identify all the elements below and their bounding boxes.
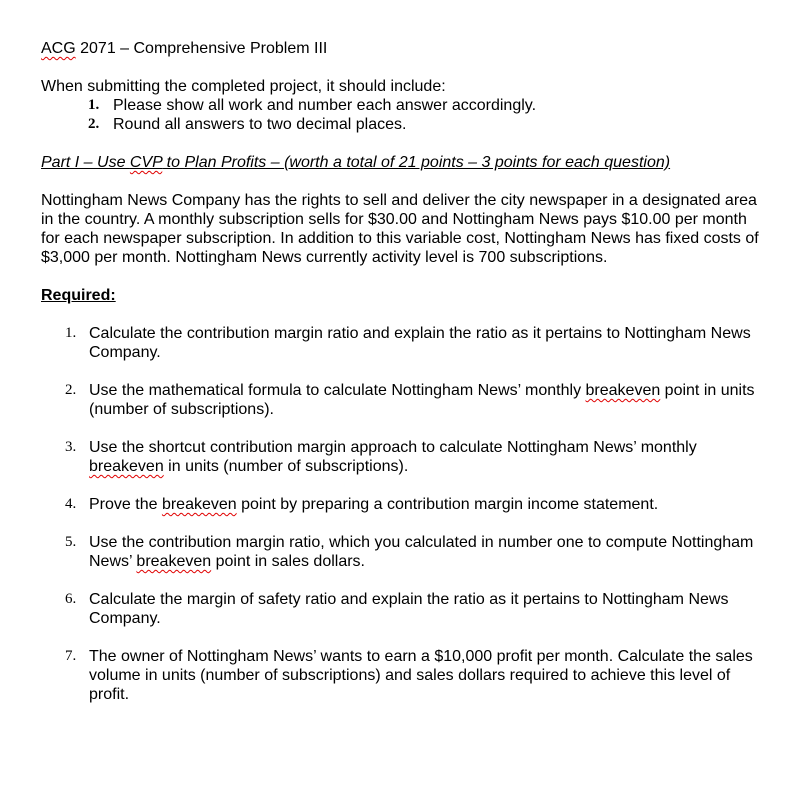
question-item <box>41 647 761 704</box>
question-list <box>41 324 771 704</box>
intro-item-number: 2. <box>88 116 100 132</box>
question-misspelled-word: breakeven <box>585 382 661 399</box>
paragraph-line: in the country. A monthly subscription sells for $30.00 and Nottingham News pays $10.00 per month <box>41 211 747 228</box>
question-text: point in sales dollars. <box>211 553 365 570</box>
paragraph-line: for each newspaper subscription. In addition to this variable cost, Nottingham News has fixed costs of <box>41 230 759 247</box>
document-page <box>41 39 771 723</box>
question-text: Use the mathematical formula to calculate Nottingham News’ monthly <box>89 382 586 399</box>
question-number: 5. <box>65 534 77 550</box>
question-misspelled-word: breakeven <box>136 553 212 570</box>
intro-lead: When submitting the completed project, it should include: <box>41 78 446 95</box>
title-prefix: ACG <box>41 40 76 57</box>
question-text: Use the contribution margin ratio, which you calculated in number one to compute Nottingham News’ <box>89 534 754 570</box>
question-text: Use the shortcut contribution margin approach to calculate Nottingham News’ monthly <box>89 439 697 456</box>
paragraph-line: $3,000 per month. Nottingham News currently activity level is 700 subscriptions. <box>41 249 608 266</box>
question-item <box>41 590 761 628</box>
intro-item-text: Please show all work and number each answer accordingly. <box>113 97 537 114</box>
question-number: 3. <box>65 439 77 455</box>
part-heading <box>41 153 771 172</box>
question-text: point by preparing a contribution margin income statement. <box>236 496 659 513</box>
question-text: The owner of Nottingham News’ wants to earn a $10,000 profit per month. Calculate the sales volume in units (number of subscriptions) and sales dollars required to achieve this level of profit. <box>89 648 753 703</box>
question-text: Prove the <box>89 496 162 513</box>
part-heading-a: Part I – Use <box>41 154 130 171</box>
question-misspelled-word: breakeven <box>161 496 237 513</box>
question-text: in units (number of subscriptions). <box>163 458 409 475</box>
paragraph-line: Nottingham News Company has the rights to sell and deliver the city newspaper in a designated area <box>41 192 757 209</box>
question-text: Calculate the contribution margin ratio and explain the ratio as it pertains to Nottingham News Company. <box>89 325 751 361</box>
question-item <box>41 495 761 514</box>
question-item <box>41 438 761 476</box>
required-heading: Required: <box>41 287 116 304</box>
title-rest: 2071 – Comprehensive Problem III <box>75 40 328 57</box>
intro-item <box>41 115 771 134</box>
part-heading-b: to Plan Profits – (worth a total of 21 points – 3 points for each question) <box>162 154 671 171</box>
question-text: Calculate the margin of safety ratio and explain the ratio as it pertains to Nottingham News Company. <box>89 591 729 627</box>
question-number: 6. <box>65 591 77 607</box>
question-item <box>41 381 761 419</box>
question-text: point in units (number of subscriptions). <box>89 382 755 418</box>
intro-item <box>41 96 771 115</box>
question-misspelled-word: breakeven <box>89 458 164 475</box>
question-number: 7. <box>65 648 77 664</box>
question-number: 2. <box>65 382 77 398</box>
question-number: 1. <box>65 325 77 341</box>
problem-paragraph <box>41 191 763 267</box>
part-heading-cvp: CVP <box>129 154 163 171</box>
intro-item-number: 1. <box>88 97 100 113</box>
question-item <box>41 324 761 362</box>
intro-list <box>41 96 771 134</box>
question-item <box>41 533 761 571</box>
intro-item-text: Round all answers to two decimal places. <box>113 116 407 133</box>
page-title <box>41 39 771 58</box>
question-number: 4. <box>65 496 77 512</box>
